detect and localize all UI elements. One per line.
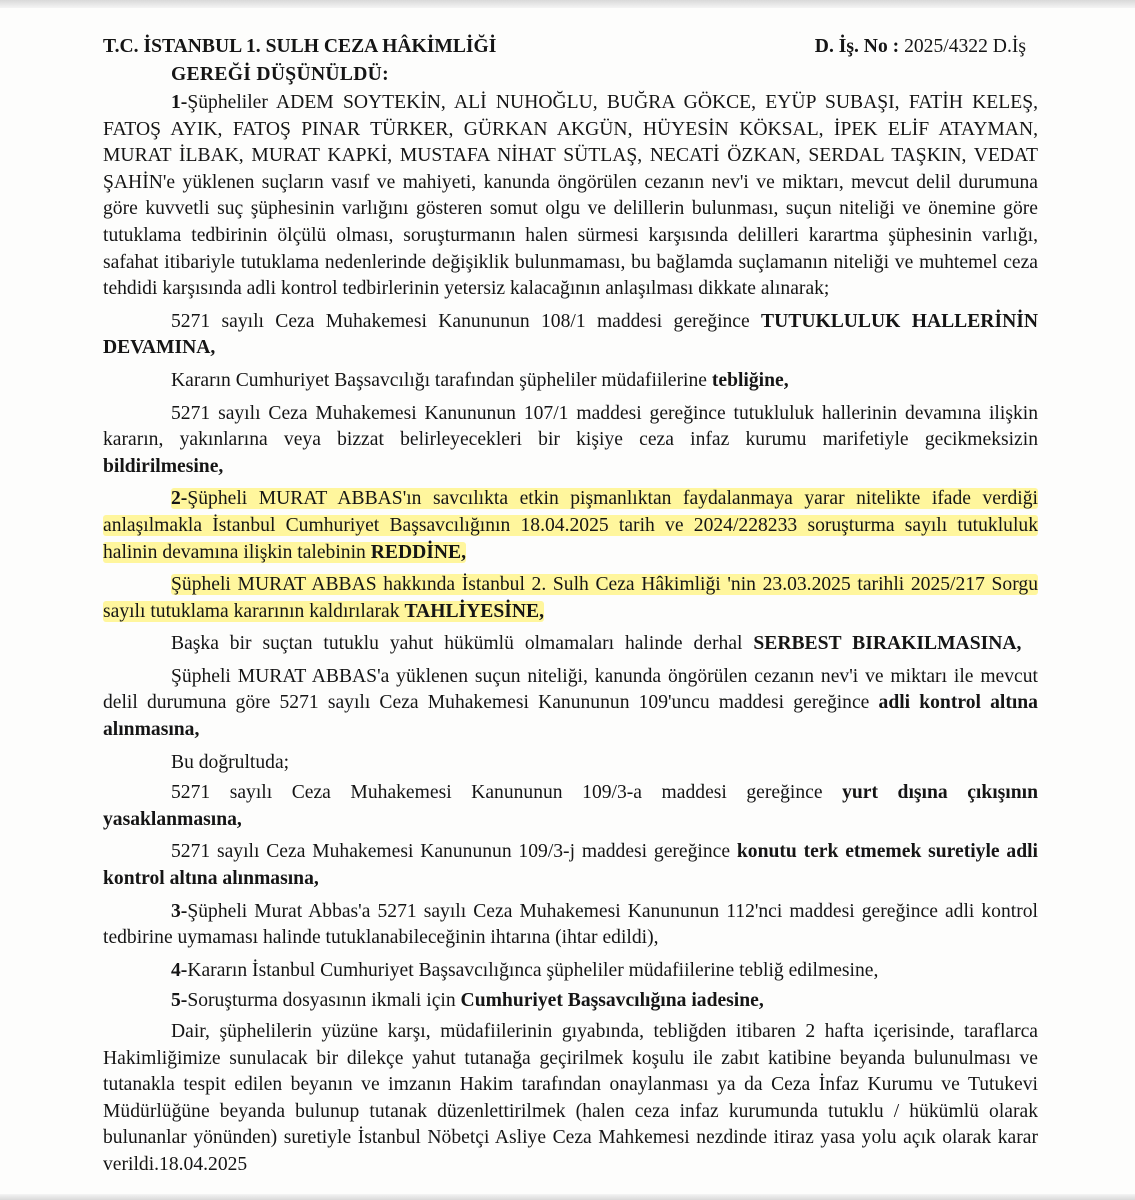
paragraph-12 bbox=[103, 899, 1038, 952]
page-bottom-edge bbox=[0, 1194, 1135, 1200]
court-decision-page bbox=[103, 34, 1038, 1185]
paragraph-14 bbox=[103, 988, 1038, 1015]
ruling-text: REDDİNE, bbox=[370, 541, 467, 563]
paragraph-text: 5271 sayılı Ceza Muhakemesi Kanununun 109/3-j maddesi gereğince bbox=[171, 841, 731, 863]
paragraph-3 bbox=[103, 368, 1038, 395]
paragraph-text: 5271 sayılı Ceza Muhakemesi Kanununun 108/1 maddesi gereğince bbox=[171, 310, 750, 332]
item-number: 4- bbox=[171, 959, 188, 981]
highlighted-passage bbox=[103, 488, 1038, 562]
paragraph-6-highlighted bbox=[103, 572, 1038, 625]
paragraph-1 bbox=[103, 90, 1038, 303]
ruling-text: TAHLİYESİNE, bbox=[404, 600, 544, 622]
paragraph-text: Şüpheli MURAT ABBAS'a yüklenen suçun niteliği, kanunda öngörülen cezanın nev'i ve miktarı ile mevcut delil durumuna göre 5271 sayılı Ceza Muhakemesi Kanununun 109'uncu maddesi gereğince bbox=[103, 665, 1038, 714]
paragraph-text: 5271 sayılı Ceza Muhakemesi Kanununun 107/1 maddesi gereğince tutukluluk hallerinin devamına ilişkin kararın, yakınlarına veya bizzat belirleyecekleri bir kişiye ceza infaz kurumu marifetiyle gecikmeksizin bbox=[103, 402, 1038, 451]
ruling-text: konutu terk etmemek suretiyle adli kontrol altına alınmasına, bbox=[103, 841, 1038, 890]
paragraph-text: Soruşturma dosyasının ikmali için bbox=[187, 990, 456, 1012]
file-number-value: 2025/4322 D.İş bbox=[904, 36, 1026, 57]
file-number bbox=[815, 34, 1026, 62]
ruling-text: yurt dışına çıkışının yasaklanmasına, bbox=[103, 782, 1038, 830]
ruling-text: adli kontrol altına alınmasına, bbox=[103, 692, 1038, 741]
ruling-text: SERBEST BIRAKILMASINA, bbox=[753, 633, 1022, 655]
paragraph-7 bbox=[103, 631, 1038, 658]
paragraph-text: Dair, şüphelilerin yüzüne karşı, müdafiilerinin gıyabında, tebliğden itibaren 2 hafta içerisinde, taraflarca Hakimliğimize sunulacak bir dilekçe yahut tutanağa geçirilmek koşulu ile zabıt katibine beyanda bulunulması ve tutanakla tespit edilen beyanın ve imzanın Hakim tarafından onaylanması ya da Ceza İnfaz Kurumu ve Tutukevi Müdürlüğüne beyanda bulunup tutanak düzenlettirilmek (halen ceza infaz kurumunda tutuklu / hükümlü olarak bulunanlar yönünden) suretiyle İstanbul Nöbetçi Asliye Ceza Mahkemesi nezdinde itiraz yasa yolu açık olarak karar verildi.18.04.2025 bbox=[103, 1021, 1038, 1175]
ruling-text: TUTUKLULUK HALLERİNİN DEVAMINA, bbox=[103, 310, 1038, 359]
paragraph-text: Kararın İstanbul Cumhuriyet Başsavcılığınca şüpheliler müdafiilerine tebliğ edilmesine, bbox=[187, 959, 879, 981]
item-number: 3- bbox=[171, 900, 188, 922]
paragraph-text: Şüpheli MURAT ABBAS hakkında İstanbul 2. Sulh Ceza Hâkimliği 'nin 23.03.2025 tarihli 2025/217 Sorgu sayılı tutuklama kararının kaldırılarak bbox=[103, 574, 1038, 622]
paragraph-text: Bu doğrultuda; bbox=[171, 751, 290, 773]
court-name: T.C. İSTANBUL 1. SULH CEZA HÂKİMLİĞİ bbox=[103, 36, 497, 57]
paragraph-text: 5271 sayılı Ceza Muhakemesi Kanununun 109/3-a maddesi gereğince bbox=[171, 782, 823, 804]
paragraph-15 bbox=[103, 1019, 1038, 1179]
decision-heading: GEREĞİ DÜŞÜNÜLDÜ: bbox=[171, 64, 389, 85]
paragraph-8 bbox=[103, 664, 1038, 744]
document-header bbox=[103, 34, 1038, 62]
paragraph-text: Şüpheli Murat Abbas'a 5271 sayılı Ceza Muhakemesi Kanununun 112'nci maddesi gereğince adli kontrol tedbirine uymaması halinde tutuklanabileceğinin ihtarına (ihtar edildi), bbox=[103, 900, 1038, 949]
paragraph-4 bbox=[103, 401, 1038, 481]
paragraph-10 bbox=[103, 780, 1038, 833]
paragraph-13 bbox=[103, 958, 1038, 985]
ruling-text: tebliğine, bbox=[711, 369, 789, 391]
item-number: 5- bbox=[171, 990, 188, 1012]
item-number: 1- bbox=[171, 92, 188, 113]
paragraph-2 bbox=[103, 309, 1038, 362]
item-number: 2- bbox=[171, 488, 188, 510]
paragraph-9 bbox=[103, 750, 1038, 777]
ruling-text: bildirilmesine, bbox=[103, 455, 224, 477]
paragraph-text: Şüpheli MURAT ABBAS'ın savcılıkta etkin pişmanlıktan faydalanmaya yarar nitelikte ifade verdiği anlaşılmakla İstanbul Cumhuriyet Başsavcılığının 18.04.2025 tarih ve 2024/228233 soruşturma sayılı tutukluluk halinin devamına ilişkin talebinin bbox=[103, 488, 1038, 563]
paragraph-text: Şüpheliler ADEM SOYTEKİN, ALİ NUHOĞLU, BUĞRA GÖKCE, EYÜP SUBAŞI, FATİH KELEŞ, FATOŞ AYIK, FATOŞ PINAR TÜRKER, GÜRKAN AKGÜN, HÜYESİN KÖKSAL, İPEK ELİF ATAYMAN, MURAT İLBAK, MURAT KAPKİ, MUSTAFA NİHAT SÜTLAŞ, NECATİ ÖZKAN, SERDAL TAŞKIN, VEDAT ŞAHİN'e yüklenen suçların vasıf ve mahiyeti, kanunda öngörülen cezanın nev'i ve miktarı, mevcut delil durumuna göre kuvvetli suç şüphesinin varlığını gösteren somut olgu ve delillerin bulunması, suçun niteliği ve önemine göre tutuklama tedbirinin ölçülü olması, soruşturmanın halen sürmesi karşısında delilleri karartma şüphesinin varlığı, safahat itibariyle tutuklama nedenlerinde değişiklik bulunmaması, bu bağlamda suçlamanın niteliği ve muhtemel ceza tehdidi karşısında adli kontrol tedbirlerinin yetersiz kalacağının anlaşılması dikkate alınarak; bbox=[103, 92, 1038, 300]
highlighted-passage bbox=[103, 574, 1038, 622]
page-top-edge bbox=[0, 0, 1135, 8]
ruling-text: Cumhuriyet Başsavcılığına iadesine, bbox=[460, 990, 764, 1012]
paragraph-text: Başka bir suçtan tutuklu yahut hükümlü olmamaları halinde derhal bbox=[171, 633, 743, 655]
paragraph-5-highlighted bbox=[103, 486, 1038, 566]
file-number-label: D. İş. No : bbox=[814, 36, 900, 57]
paragraph-text: Kararın Cumhuriyet Başsavcılığı tarafından şüpheliler müdafiilerine bbox=[171, 369, 707, 391]
paragraph-11 bbox=[103, 839, 1038, 892]
